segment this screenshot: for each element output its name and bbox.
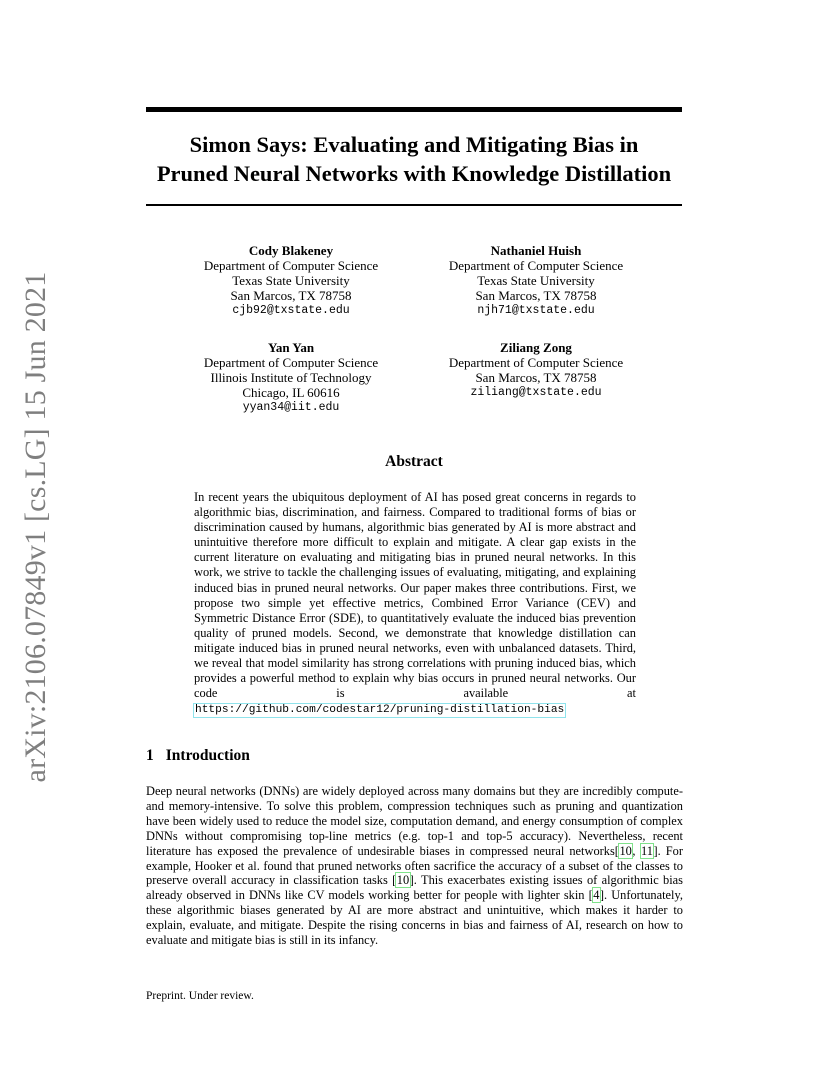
citation-separator: ,	[632, 843, 641, 858]
author-block	[171, 243, 411, 318]
citation-link[interactable]: 4	[593, 888, 600, 903]
author-organization: Illinois Institute of Technology	[210, 370, 372, 385]
author-name: Nathaniel Huish	[490, 243, 582, 258]
author-address: Chicago, IL 60616	[242, 385, 340, 400]
arxiv-identifier: arXiv:2106.07849v1 [cs.LG] 15 Jun 2021	[19, 271, 52, 783]
author-department: Department of Computer Science	[203, 355, 379, 370]
title-rule-bottom	[146, 204, 682, 206]
author-block	[171, 340, 411, 415]
citation-link[interactable]: 10	[396, 873, 410, 888]
introduction-paragraph: Deep neural networks (DNNs) are widely deployed across many domains but they are incredibly compute- and memory-intensive. To solve this problem, compression techniques such as pruning and quantization have been widely used to reduce the model size, computation demand, and energy consumption of complex DNNs without compromising top-line metrics (e.g. top-1 and top-5 accuracy). Nevertheless, recent literature has exposed the prevalence of undesirable biases in compressed neural networks[10, 11]. For example, Hooker et al. found that pruned networks often sacrifice the accuracy of a subset of the classes to preserve overall accuracy in classification tasks [10]. This exacerbates existing issues of algorithmic bias already observed in DNNs like CV models working better for people with lighter skin [4]. Unfortunately, these algorithmic biases generated by AI are more abstract and unintuitive, which makes it harder to explain, evaluate, and mitigate. Despite the rising concerns in bias and fairness of AI, research on how to evaluate and mitigate bias is still in its infancy.	[146, 784, 683, 948]
abstract-text	[194, 490, 636, 717]
intro-text-segment: . For example, Hooker et al. found that pruned networks often sacrifice the accuracy of a subset of the classes to preserve overall accuracy in classification tasks	[146, 843, 683, 888]
author-email: cjb92@txstate.edu	[232, 304, 350, 317]
author-name: Ziliang Zong	[500, 340, 572, 355]
author-organization: Texas State University	[477, 273, 595, 288]
author-block	[416, 340, 656, 400]
author-address: San Marcos, TX 78758	[475, 288, 597, 303]
section-title: Introduction	[165, 747, 250, 764]
code-repository-link[interactable]: https://github.com/codestar12/pruning-distillation-bias	[195, 704, 565, 717]
paper-title	[146, 130, 682, 188]
abstract-heading: Abstract	[385, 453, 443, 470]
author-name: Yan Yan	[267, 340, 315, 355]
intro-text-segment: . Unfortunately, these algorithmic biases generated by AI are more abstract and unintuitive, which makes it harder to explain, evaluate, and mitigate. Despite the rising concerns in bias and fairness of AI, research on how to evaluate and mitigate bias is still in its infancy.	[146, 888, 683, 948]
section-number: 1	[146, 747, 154, 764]
author-email: njh71@txstate.edu	[477, 304, 595, 317]
author-email: yyan34@iit.edu	[242, 401, 340, 414]
intro-text-segment: . This exacerbates existing issues of algorithmic bias already observed in DNNs like CV models working better for people with lighter skin	[146, 873, 683, 903]
author-email: ziliang@txstate.edu	[470, 386, 602, 399]
footer-note: Preprint. Under review.	[146, 990, 254, 1002]
section-heading-introduction	[146, 747, 250, 765]
author-block	[416, 243, 656, 318]
citation-link[interactable]: 10	[619, 843, 632, 858]
title-rule-top	[146, 107, 682, 112]
author-department: Department of Computer Science	[448, 355, 624, 370]
author-name: Cody Blakeney	[248, 243, 334, 258]
author-department: Department of Computer Science	[448, 258, 624, 273]
author-department: Department of Computer Science	[203, 258, 379, 273]
citation-link[interactable]: 11	[641, 843, 653, 858]
author-address: San Marcos, TX 78758	[475, 370, 597, 385]
author-organization: Texas State University	[232, 273, 350, 288]
abstract-body-text: In recent years the ubiquitous deployment of AI has posed great concerns in regards to algorithmic bias, discrimination, and fairness. Compared to traditional forms of bias or discrimination caused by humans, algorithmic bias generated by AI is more abstract and unintuitive therefore more difficult to explain and mitigate. A clear gap exists in the current literature on evaluating and mitigating bias in pruned neural networks. In this work, we strive to tackle the challenging issues of evaluating, mitigating, and explaining induced bias in pruned neural networks. Our paper makes three contributions. First, we propose two simple yet effective metrics, Combined Error Variance (CEV) and Symmetric Distance Error (SDE), to quantitatively evaluate the induced bias prevention quality of pruned models. Second, we demonstrate that knowledge distillation can mitigate induced bias in pruned neural networks, even with unbalanced datasets. Third, we reveal that model similarity has strong correlations with pruning induced bias, which provides a powerful method to explain why bias occurs in pruned neural networks. Our code is available at	[194, 490, 636, 701]
title-line-2: Pruned Neural Networks with Knowledge Distillation	[156, 161, 672, 186]
author-address: San Marcos, TX 78758	[230, 288, 352, 303]
title-line-1: Simon Says: Evaluating and Mitigating Bias in	[189, 132, 639, 157]
intro-text-segment: Deep neural networks (DNNs) are widely deployed across many domains but they are incredibly compute- and memory-intensive. To solve this problem, compression techniques such as pruning and quantization have been widely used to reduce the model size, computation demand, and energy consumption of complex DNNs without compromising top-line metrics (e.g. top-1 and top-5 accuracy). Nevertheless, recent literature has exposed the prevalence of undesirable biases in compressed neural networks	[146, 784, 683, 858]
